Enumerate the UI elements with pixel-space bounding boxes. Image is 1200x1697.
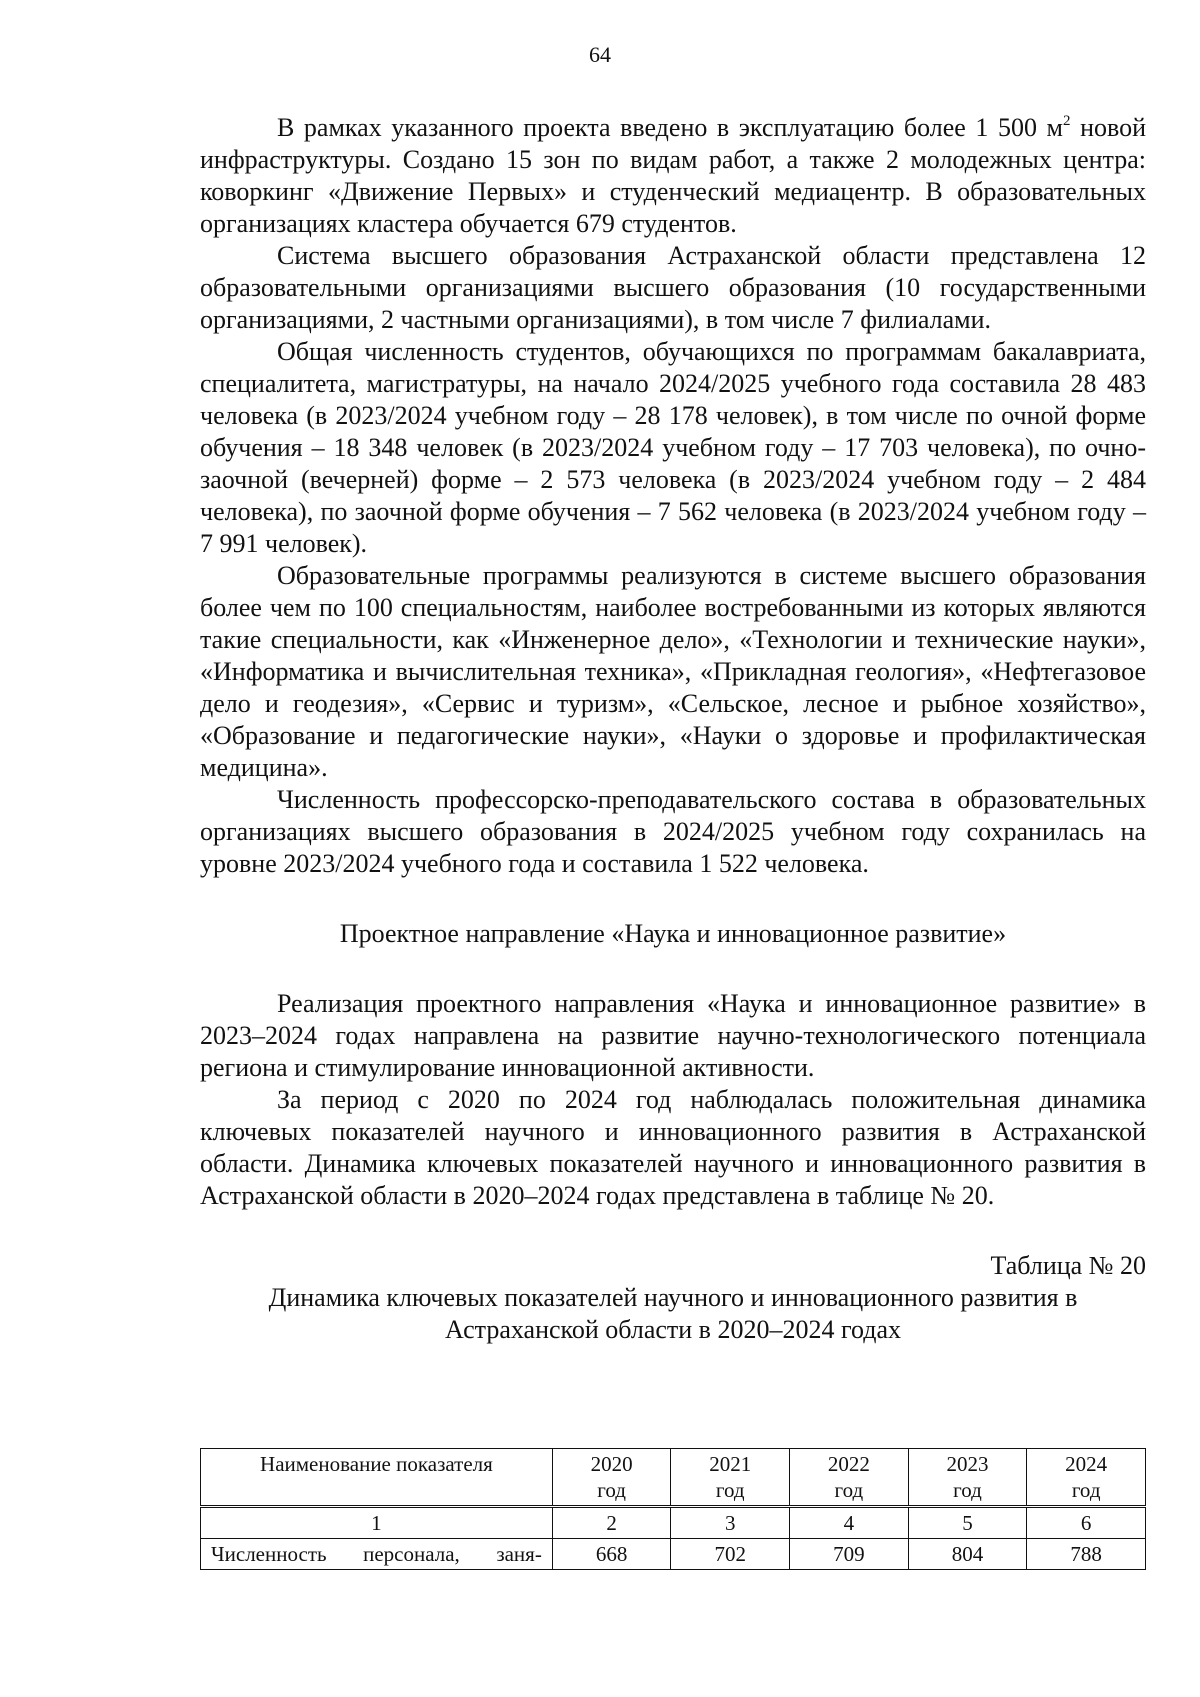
paragraph-higher-education-system: Система высшего образования Астраханской области представлена 12 образовательными организациями высшего образования (10 государственными организациями, 2 частными организациями), в том числе 7 филиалами. <box>200 241 1146 334</box>
header-indicator-name: Наименование показателя <box>201 1449 553 1507</box>
table-cell-value: 804 <box>908 1539 1027 1570</box>
table-label: Таблица № 20 <box>990 1251 1146 1280</box>
table-cell-value: 668 <box>552 1539 671 1570</box>
table-row <box>201 1539 1146 1570</box>
page-number: 64 <box>589 42 611 67</box>
table-cell-value: 788 <box>1027 1539 1146 1570</box>
column-number: 1 <box>201 1507 553 1539</box>
header-year: 2023 <box>946 1452 989 1476</box>
paragraph-text: новой инфраструктуры. Создано 15 зон по видам работ, а также 2 молодежных центра: коворкинг «Движение Первых» и студенческий медиацентр. В образовательных организациях кластера обучается 679 студентов. <box>200 113 1146 238</box>
section-heading: Проектное направление «Наука и инновационное развитие» <box>339 919 1007 948</box>
superscript: 2 <box>1063 113 1071 129</box>
paragraph-positive-dynamics: За период с 2020 по 2024 год наблюдалась положительная динамика ключевых показателей научного и инновационного развития в Астраханской области. Динамика ключевых показателей научного и инновационного развития в Астраханской области в 2020–2024 годах представлена в таблице № 20. <box>200 1085 1146 1210</box>
column-number: 6 <box>1027 1507 1146 1539</box>
header-year-unit: год <box>1071 1478 1101 1502</box>
paragraph-student-count: Общая численность студентов, обучающихся по программам бакалавриата, специалитета, магистратуры, на начало 2024/2025 учебного года составила 28 483 человека (в 2023/2024 учебном году – 28 178 человек), в том числе по очной форме обучения – 18 348 человек (в 2023/2024 учебном году – 17 703 человека), по очно-заочной (вечерней) форме – 2 573 человека (в 2023/2024 учебном году – 2 484 человека), по заочной форме обучения – 7 562 человека (в 2023/2024 учебном году – 7 991 человек). <box>200 337 1146 558</box>
table-cell-indicator-name: Численность персонала, заня- <box>201 1539 553 1570</box>
table-cell-value: 709 <box>790 1539 909 1570</box>
table-cell-value: 702 <box>671 1539 790 1570</box>
table-column-numbers-row <box>201 1507 1146 1539</box>
paragraph-infrastructure <box>200 112 1146 240</box>
table-caption-line-1: Динамика ключевых показателей научного и инновационного развития в <box>268 1283 1078 1312</box>
header-year: 2024 <box>1065 1452 1108 1476</box>
column-number: 2 <box>552 1507 671 1539</box>
header-year-unit: год <box>715 1478 745 1502</box>
table-caption-line-2: Астраханской области в 2020–2024 годах <box>445 1315 901 1344</box>
header-year-2021 <box>671 1449 790 1507</box>
header-year-2022 <box>790 1449 909 1507</box>
paragraph-science-direction: Реализация проектного направления «Наука и инновационное развитие» в 2023–2024 годах направлена на развитие научно-технологического потенциала региона и стимулирование инновационной активности. <box>200 989 1146 1082</box>
column-number: 5 <box>908 1507 1027 1539</box>
paragraph-educational-programs: Образовательные программы реализуются в системе высшего образования более чем по 100 специальностям, наиболее востребованными из которых являются такие специальности, как «Инженерное дело», «Технологии и технические науки», «Информатика и вычислительная техника», «Прикладная геология», «Нефтегазовое дело и геодезия», «Сервис и туризм», «Сельское, лесное и рыбное хозяйство», «Образование и педагогические науки», «Науки о здоровье и профилактическая медицина». <box>200 561 1146 782</box>
header-year-unit: год <box>597 1478 626 1502</box>
header-year-2023 <box>908 1449 1027 1507</box>
header-year: 2021 <box>709 1452 752 1476</box>
document-body <box>200 112 1146 1346</box>
paragraph-text: В рамках указанного проекта введено в эксплуатацию более 1 500 м <box>277 113 1063 142</box>
header-year-2024 <box>1027 1449 1146 1507</box>
header-year-unit: год <box>834 1478 864 1502</box>
header-year: 2022 <box>827 1452 870 1476</box>
column-number: 4 <box>790 1507 909 1539</box>
header-year-2020 <box>552 1449 671 1507</box>
column-number: 3 <box>671 1507 790 1539</box>
table-header-row <box>201 1449 1146 1507</box>
header-year: 2020 <box>590 1452 633 1476</box>
paragraph-teaching-staff: Численность профессорско-преподавательского состава в образовательных организациях высшего образования в 2024/2025 учебном году сохранилась на уровне 2023/2024 учебного года и составила 1 522 человека. <box>200 785 1146 878</box>
header-year-unit: год <box>953 1478 982 1502</box>
indicators-table <box>200 1448 1146 1570</box>
